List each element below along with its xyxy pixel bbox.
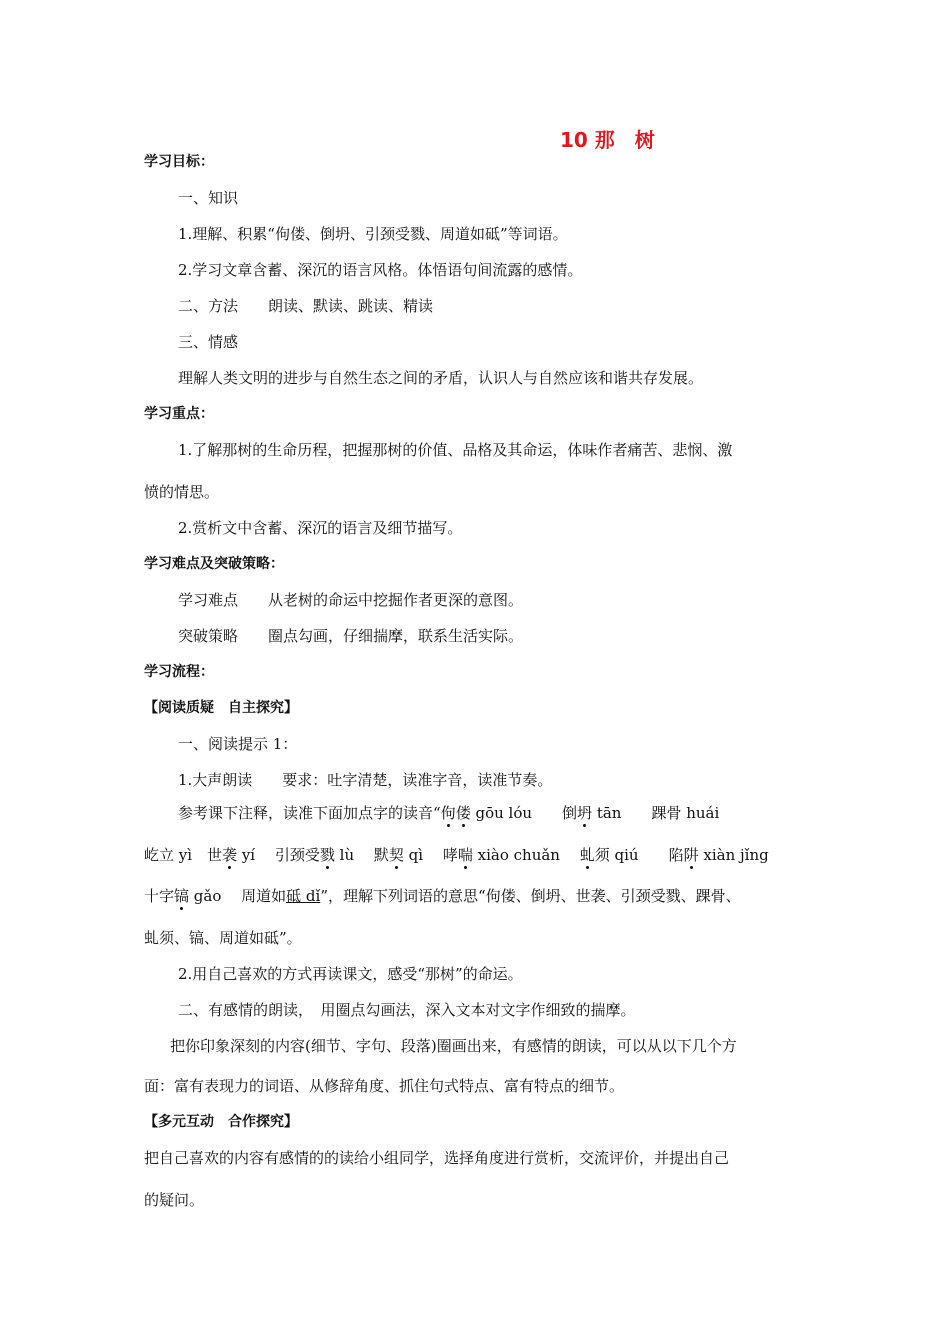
dotted-char: 袭 — [222, 846, 238, 864]
text-segment: lù 默 — [334, 846, 389, 864]
dotted-char: 阱 — [683, 846, 699, 864]
reading-hint-1: 一、阅读提示 1： — [178, 735, 298, 753]
dotted-char: 偻 — [455, 804, 471, 822]
mark-instruction-line-2: 面：富有表现力的词语、从修辞角度、抓住句式特点、富有特点的细节。 — [144, 1077, 625, 1095]
pronunciation-line-1 — [178, 803, 719, 823]
knowledge-item-2: 2.学习文章含蓄、深沉的语言风格。体悟语句间流露的感情。 — [178, 261, 583, 279]
mark-instruction-line-1: 把你印象深刻的内容(细节、字句、段落)圈画出来，有感情的朗读，可以从以下几个方 — [170, 1037, 737, 1055]
dotted-char: 戮 — [319, 846, 335, 864]
key-point-1-line-1: 1.了解那树的生命历程，把握那树的价值、品格及其命运，体味作者痛苦、悲悯、激 — [178, 441, 733, 459]
key-point-1-line-2: 愤的情思。 — [144, 483, 220, 501]
share-instruction-line-1: 把自己喜欢的内容有感情的的读给小组同学，选择角度进行赏析，交流评价，并提出自己 — [144, 1149, 730, 1167]
dotted-char: 镐 — [174, 887, 190, 905]
dotted-char: 坍 — [577, 804, 593, 822]
key-points-heading: 学习重点： — [144, 406, 214, 422]
text-segment: xiàn jǐng — [698, 846, 769, 864]
text-segment: gōu lóu 倒 — [470, 804, 578, 822]
underlined-char: 砥 dǐ — [286, 887, 321, 905]
text-segment: ”，理解下列词语的意思“佝偻、倒坍、世袭、引颈受戮、踝骨、 — [320, 887, 741, 905]
share-instruction-line-2: 的疑问。 — [144, 1191, 205, 1209]
pronunciation-line-2 — [144, 845, 769, 865]
text-segment: qì 哮 — [403, 846, 458, 864]
pronunciation-line-3 — [144, 886, 741, 906]
lesson-title: 10 那 树 — [560, 128, 655, 152]
emotional-reading: 二、有感情的朗读， 用圈点勾画法，深入文本对文字作细致的揣摩。 — [178, 1001, 636, 1019]
emotion-heading: 三、情感 — [178, 333, 239, 351]
text-segment: xiào chuǎn — [472, 846, 580, 864]
text-segment: 屹立 yì 世 — [144, 846, 223, 864]
knowledge-item-1: 1.理解、积累“佝偻、倒坍、引颈受戮、周道如砥”等词语。 — [178, 225, 568, 243]
dotted-char: 佝 — [440, 804, 456, 822]
reread-instruction: 2.用自己喜欢的方式再读课文，感受“那树”的命运。 — [178, 965, 523, 983]
text-segment: gǎo 周道如 — [189, 887, 287, 905]
objectives-heading: 学习目标： — [144, 154, 214, 170]
emotion-text: 理解人类文明的进步与自然生态之间的矛盾，认识人与自然应该和谐共存发展。 — [178, 369, 704, 387]
knowledge-heading: 一、知识 — [178, 189, 239, 207]
strategy-text: 突破策略 圈点勾画，仔细揣摩，联系生活实际。 — [178, 627, 524, 645]
difficulty-text: 学习难点 从老树的命运中挖掘作者更深的意图。 — [178, 591, 524, 609]
text-segment: 参考课下注释，读准下面加点字的读音“ — [178, 804, 441, 822]
pronunciation-line-4: 虬须、镐、周道如砥”。 — [144, 929, 302, 947]
section-collab-heading: 【多元互动 合作探究】 — [144, 1114, 298, 1130]
method-line: 二、方法 朗读、默读、跳读、精读 — [178, 297, 434, 315]
dotted-char: 契 — [388, 846, 404, 864]
text-segment: yí 引颈受 — [237, 846, 320, 864]
process-heading: 学习流程： — [144, 664, 214, 680]
dotted-char: 虬 — [579, 846, 595, 864]
dotted-char: 喘 — [457, 846, 473, 864]
section-reading-heading: 【阅读质疑 自主探究】 — [144, 700, 298, 716]
difficulty-heading: 学习难点及突破策略： — [144, 556, 284, 572]
key-point-2: 2.赏析文中含蓄、深沉的语言及细节描写。 — [178, 519, 463, 537]
text-segment: 十字 — [144, 887, 175, 905]
read-aloud-requirement: 1.大声朗读 要求：吐字清楚，读准字音，读准节奏。 — [178, 771, 553, 789]
text-segment: tān 踝骨 huái — [592, 804, 720, 822]
text-segment: 须 qiú 陷 — [594, 846, 684, 864]
